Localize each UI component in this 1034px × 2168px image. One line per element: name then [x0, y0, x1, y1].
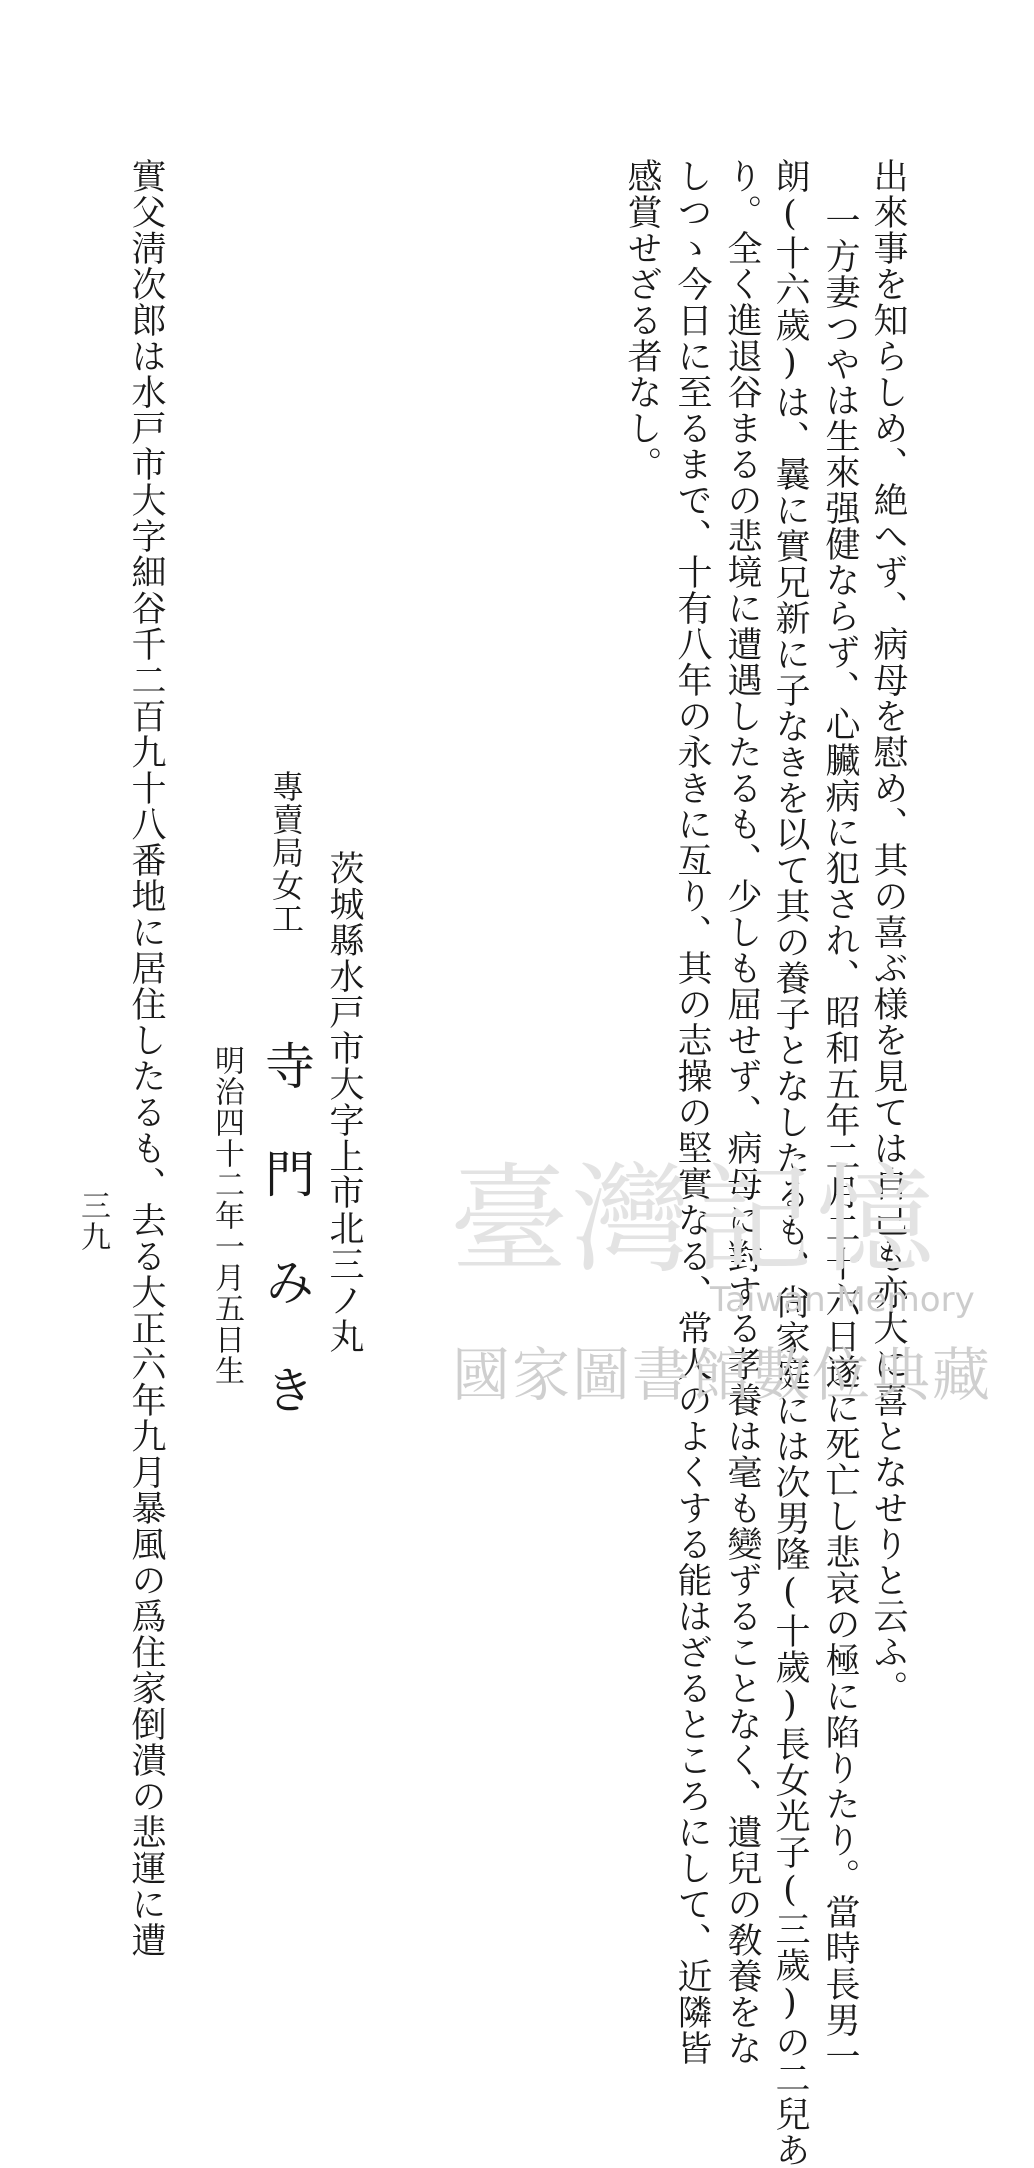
body-line-3: 朗(十六歲)は、曩に實兄新に子なきを以て其の養子となしたるも、尙家庭には次男隆(十歲)長女光子(三歲)の二兒あ	[770, 158, 810, 2168]
watermark-subtitle: Taiwan Memory	[710, 1280, 975, 1320]
entry-occupation: 專賣局女工	[267, 770, 305, 935]
body-line-1: 出來事を知らしめ、絶へず、病母を慰め、其の喜ぶ様を見ては自己も亦大に喜となせりと云ふ。	[868, 158, 908, 1706]
watermark-library: 國家圖書館數位典藏	[452, 1341, 993, 1409]
body-line-6: 感賞せざる者なし。	[622, 158, 662, 482]
body-line-4: り。全く進退谷まるの悲境に遭遇したるも、少しも屈せず、病母に對する孝養は毫も變ずることなく、遺兒の敎養をな	[722, 158, 762, 2066]
entry-name: 寺 門 み き	[257, 1040, 315, 1418]
body-line-5: しつゝ今日に至るまで、十有八年の永きに亙り、其の志操の堅實なる、常人のよくする能はざるところにして、近隣皆	[672, 158, 712, 2066]
body-line-2: 一方妻つやは生來强健ならず、心臟病に犯され、昭和五年二月二十六日遂に死亡し悲哀の極に陷りたり。當時長男一	[820, 202, 860, 2074]
page-number: 三九	[75, 1190, 110, 1252]
entry-text: 實父淸次郎は水戸市大字細谷千二百九十八番地に居住したるも、去る大正六年九月暴風の爲住家倒潰の悲運に遭	[126, 158, 166, 1958]
entry-birth: 明治四十二年一月五日生	[209, 1045, 244, 1386]
watermark-title: 臺灣記憶	[450, 1151, 939, 1289]
entry-address: 茨城縣水戸市大字上市北三ノ丸	[324, 850, 364, 1354]
